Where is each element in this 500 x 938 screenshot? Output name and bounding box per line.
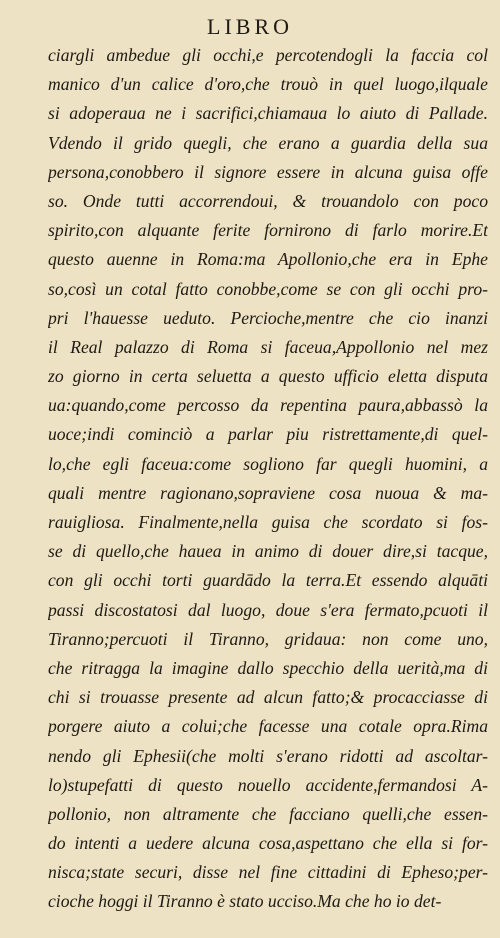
- text-line-3: si adoperaua ne i sacrifici,chiamaua lo aiuto di Pallade.: [48, 103, 488, 124]
- running-head: LIBRO: [207, 14, 293, 39]
- text-line-9: so,così un cotal fatto conobbe,come se con gli occhi pro-: [48, 278, 488, 299]
- text-line-6: so. Onde tutti accorrendoui, & trouandolo con poco: [48, 190, 488, 211]
- text-line-2: manico d'un calice d'oro,che trouò in quel luogo,ilquale: [48, 74, 488, 95]
- text-line-8: questo auenne in Roma:ma Apollonio,che era in Ephe: [48, 249, 488, 270]
- text-line-16: quali mentre ragionano,sopraviene cosa nuoua & ma-: [48, 482, 488, 503]
- text-line-1: ciargli ambedue gli occhi,e percotendogli la faccia col: [48, 45, 488, 65]
- text-line-5: persona,conobbero il signore essere in alcuna guisa offe: [48, 161, 488, 182]
- text-line-11: il Real palazzo di Roma si faceua,Appollonio nel mez: [48, 336, 488, 357]
- text-line-27: pollonio, non altramente che facciano quelli,che essen-: [48, 803, 488, 824]
- text-line-19: con gli occhi torti guardādo la terra.Et essendo alquāti: [48, 570, 488, 591]
- text-line-21: Tiranno;percuoti il Tiranno, gridaua: non come uno,: [48, 628, 488, 649]
- text-block: [48, 41, 488, 917]
- text-line-7: spirito,con alquante ferite fornirono di farlo morire.Et: [48, 220, 488, 241]
- text-line-12: zo giorno in certa seluetta a questo ufficio eletta disputa: [48, 366, 488, 387]
- text-line-14: uoce;indi cominciò a parlar piu ristrettamente,di quel-: [48, 424, 488, 445]
- text-line-4: Vdendo il grido quegli, che erano a guardia della sua: [48, 132, 488, 153]
- text-line-29: nisca;state securi, disse nel fine cittadini di Epheso;per-: [48, 862, 488, 883]
- text-line-17: rauigliosa. Finalmente,nella guisa che scordato si fos-: [48, 512, 488, 532]
- text-line-13: ua:quando,come percosso da repentina paura,abbassò la: [48, 395, 488, 416]
- text-line-24: porgere aiuto a colui;che facesse una cotale opra.Rima: [48, 716, 488, 737]
- text-line-28: do intenti a uedere alcuna cosa,aspettano che ella si for-: [48, 833, 488, 854]
- text-line-15: lo,che egli faceua:come sogliono far quegli huomini, a: [48, 453, 488, 474]
- text-line-10: pri l'hauesse ueduto. Percioche,mentre che cio inanzi: [48, 307, 488, 328]
- text-line-22: che ritragga la imagine dallo specchio della uerità,ma di: [48, 657, 488, 678]
- text-line-23: chi si trouasse presente ad alcun fatto;& procacciasse di: [48, 687, 488, 708]
- text-line-25: nendo gli Ephesii(che molti s'erano ridotti ad ascoltar-: [48, 745, 488, 766]
- text-line-18: se di quello,che hauea in animo di douer dire,si tacque,: [48, 541, 488, 562]
- text-line-20: passi discostatosi dal luogo, doue s'era fermato,pcuoti il: [48, 599, 488, 620]
- text-line-30: cioche hoggi il Tiranno è stato ucciso.Ma che ho io det-: [48, 891, 442, 912]
- text-line-26: lo)stupefatti di questo nouello accidente,fermandosi A-: [48, 774, 488, 795]
